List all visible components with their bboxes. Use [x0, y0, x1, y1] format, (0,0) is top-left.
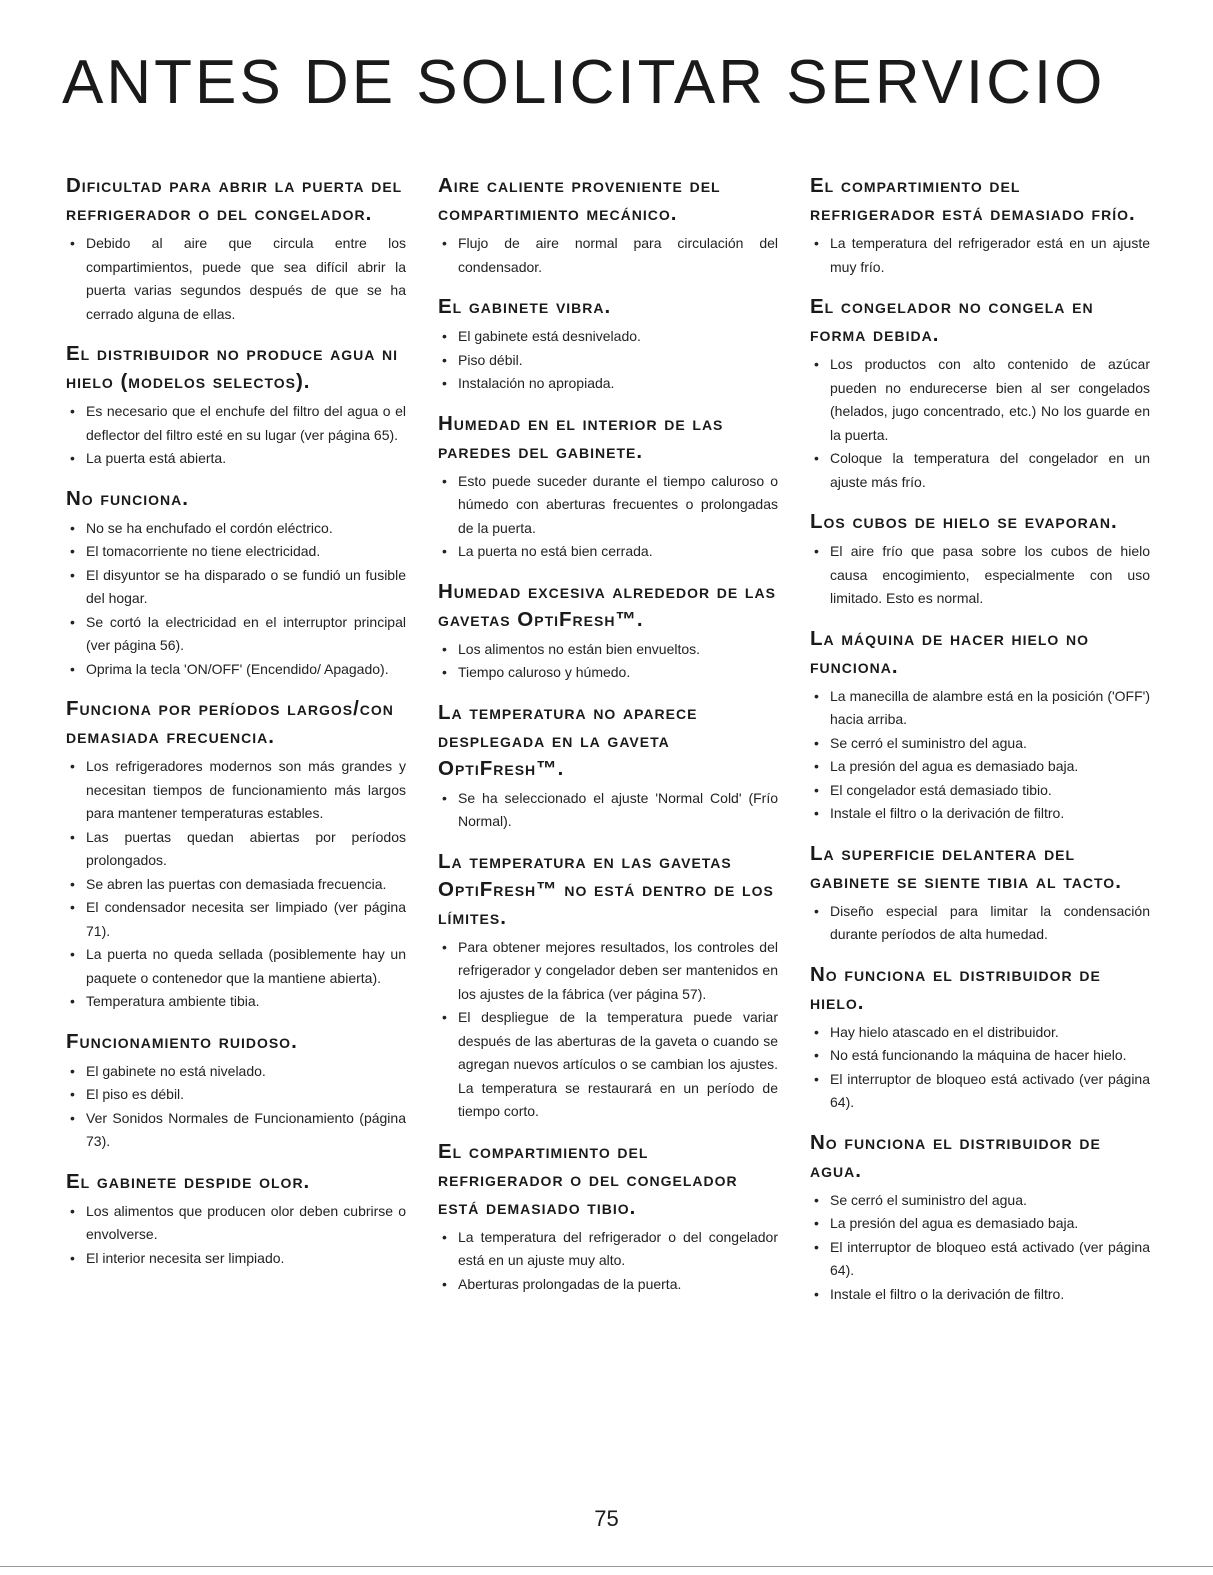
cause-item: • La manecilla de alambre está en la posición ('OFF') hacia arriba.	[810, 685, 1150, 732]
troubleshooting-section	[438, 410, 778, 564]
cause-item: • El tomacorriente no tiene electricidad.	[66, 540, 406, 564]
cause-item: • El piso es débil.	[66, 1083, 406, 1107]
section-heading: Humedad en el interior de las paredes del gabinete.	[438, 411, 724, 463]
cause-item: • Se cerró el suministro del agua.	[810, 732, 1150, 756]
cause-list	[66, 1060, 406, 1154]
section-heading: El congelador no congela en forma debida.	[810, 295, 1094, 346]
section-heading: La superficie delantera del gabinete se siente tibia al tacto.	[810, 841, 1122, 893]
cause-list	[810, 1021, 1150, 1115]
page-title: ANTES DE SOLICITAR SERVICIO	[62, 48, 1106, 117]
section-heading: Aire caliente proveniente del compartimiento mecánico.	[438, 174, 721, 225]
cause-list	[810, 1189, 1150, 1307]
cause-item: • Instale el filtro o la derivación de filtro.	[810, 1283, 1150, 1307]
cause-item: • El gabinete está desnivelado.	[438, 325, 778, 349]
cause-item: • Diseño especial para limitar la condensación durante períodos de alta humedad.	[810, 900, 1150, 947]
section-heading: El gabinete vibra.	[438, 295, 612, 318]
troubleshooting-section	[438, 172, 778, 279]
cause-item: • Los alimentos que producen olor deben cubrirse o envolverse.	[66, 1200, 406, 1247]
troubleshooting-section	[66, 1168, 406, 1271]
cause-item: • El despliegue de la temperatura puede variar después de las aberturas de la gaveta o cuando se agregan nuevos artículos o se cambian los ajustes. La temperatura se restaurará en un período de tiempo corto.	[438, 1006, 778, 1124]
cause-item: • Coloque la temperatura del congelador en un ajuste más frío.	[810, 447, 1150, 494]
cause-item: • Instalación no apropiada.	[438, 372, 778, 396]
cause-list	[810, 685, 1150, 826]
cause-item: • Se cerró el suministro del agua.	[810, 1189, 1150, 1213]
cause-list	[810, 540, 1150, 611]
cause-item: • La puerta no queda sellada (posiblemente hay un paquete o contenedor que la mantiene abierta).	[66, 943, 406, 990]
section-heading: Funciona por períodos largos/con demasiada frecuencia.	[66, 697, 394, 748]
cause-item: • Se cortó la electricidad en el interruptor principal (ver página 56).	[66, 611, 406, 658]
section-heading: El gabinete despide olor.	[66, 1169, 311, 1193]
cause-list	[438, 1226, 778, 1297]
cause-item: • El interior necesita ser limpiado.	[66, 1247, 406, 1271]
cause-item: • Los alimentos no están bien envueltos.	[438, 638, 778, 662]
cause-list	[438, 470, 778, 564]
cause-item: • Los productos con alto contenido de azúcar pueden no endurecerse bien al ser congelados (helados, jugo concentrado, etc.) No los guarde en la puerta.	[810, 353, 1150, 447]
section-heading: Funcionamiento ruidoso.	[66, 1029, 298, 1053]
page-number: 75	[594, 1506, 619, 1531]
cause-list	[66, 400, 406, 471]
section-heading: La máquina de hacer hielo no funciona.	[810, 626, 1089, 678]
cause-item: • Temperatura ambiente tibia.	[66, 990, 406, 1014]
cause-item: • No se ha enchufado el cordón eléctrico.	[66, 517, 406, 541]
cause-item: • El condensador necesita ser limpiado (ver página 71).	[66, 896, 406, 943]
cause-item: • La puerta no está bien cerrada.	[438, 540, 778, 564]
cause-list	[810, 900, 1150, 947]
troubleshooting-section	[810, 508, 1150, 611]
cause-item: • Se abren las puertas con demasiada frecuencia.	[66, 873, 406, 897]
cause-item: • Las puertas quedan abiertas por períodos prolongados.	[66, 826, 406, 873]
cause-item: • Oprima la tecla 'ON/OFF' (Encendido/ Apagado).	[66, 658, 406, 682]
cause-item: • El gabinete no está nivelado.	[66, 1060, 406, 1084]
cause-list	[66, 517, 406, 682]
cause-item: • No está funcionando la máquina de hacer hielo.	[810, 1044, 1150, 1068]
column-left	[66, 172, 406, 1284]
cause-item: • El interruptor de bloqueo está activado (ver página 64).	[810, 1068, 1150, 1115]
troubleshooting-section	[438, 848, 778, 1124]
section-heading: La temperatura no aparece desplegada en la gaveta OptiFresh™.	[438, 700, 698, 780]
section-heading: Dificultad para abrir la puerta del refrigerador o del congelador.	[66, 174, 403, 225]
cause-item: • Para obtener mejores resultados, los controles del refrigerador y congelador deben ser mantenidos en los ajustes de la fábrica (ver página 57).	[438, 936, 778, 1007]
troubleshooting-section	[66, 340, 406, 471]
cause-list	[438, 325, 778, 396]
cause-list	[66, 232, 406, 326]
cause-item: • Hay hielo atascado en el distribuidor.	[810, 1021, 1150, 1045]
cause-item: • Tiempo caluroso y húmedo.	[438, 661, 778, 685]
cause-item: • El congelador está demasiado tibio.	[810, 779, 1150, 803]
troubleshooting-section	[810, 1129, 1150, 1307]
troubleshooting-section	[810, 961, 1150, 1115]
section-heading: No funciona.	[66, 486, 189, 510]
troubleshooting-section	[810, 172, 1150, 279]
section-heading: Humedad excesiva alrededor de las gavetas OptiFresh™.	[438, 579, 776, 631]
cause-list	[810, 353, 1150, 494]
cause-item: • La presión del agua es demasiado baja.	[810, 1212, 1150, 1236]
section-heading: No funciona el distribuidor de hielo.	[810, 962, 1101, 1014]
cause-item: • La temperatura del refrigerador está en un ajuste muy frío.	[810, 232, 1150, 279]
cause-item: • La puerta está abierta.	[66, 447, 406, 471]
section-heading: Los cubos de hielo se evaporan.	[810, 510, 1118, 533]
troubleshooting-section	[810, 625, 1150, 826]
cause-item: • Es necesario que el enchufe del filtro del agua o el deflector del filtro esté en su lugar (ver página 65).	[66, 400, 406, 447]
troubleshooting-section	[438, 1138, 778, 1297]
cause-item: • El disyuntor se ha disparado o se fundió un fusible del hogar.	[66, 564, 406, 611]
cause-item: • La temperatura del refrigerador o del congelador está en un ajuste muy alto.	[438, 1226, 778, 1273]
troubleshooting-section	[438, 578, 778, 685]
cause-list	[438, 638, 778, 685]
section-heading: La temperatura en las gavetas OptiFresh™ no está dentro de los límites.	[438, 849, 774, 929]
troubleshooting-section	[66, 485, 406, 682]
cause-list	[438, 232, 778, 279]
column-middle	[438, 172, 778, 1310]
cause-item: • Debido al aire que circula entre los compartimientos, puede que sea difícil abrir la puerta varias segundos después de que se ha cerrado alguna de ellas.	[66, 232, 406, 326]
cause-item: • Instale el filtro o la derivación de filtro.	[810, 802, 1150, 826]
cause-item: • Aberturas prolongadas de la puerta.	[438, 1273, 778, 1297]
troubleshooting-section	[66, 695, 406, 1014]
cause-item: • Piso débil.	[438, 349, 778, 373]
section-heading: No funciona el distribuidor de agua.	[810, 1130, 1101, 1182]
cause-item: • Flujo de aire normal para circulación del condensador.	[438, 232, 778, 279]
cause-list	[810, 232, 1150, 279]
cause-item: • Esto puede suceder durante el tiempo caluroso o húmedo con aberturas frecuentes o prolongadas de la puerta.	[438, 470, 778, 541]
cause-item: • La presión del agua es demasiado baja.	[810, 755, 1150, 779]
cause-item: • El interruptor de bloqueo está activado (ver página 64).	[810, 1236, 1150, 1283]
troubleshooting-section	[810, 293, 1150, 494]
cause-item: • Los refrigeradores modernos son más grandes y necesitan tiempos de funcionamiento más largos para mantener temperaturas estables.	[66, 755, 406, 826]
cause-item: • Ver Sonidos Normales de Funcionamiento (página 73).	[66, 1107, 406, 1154]
troubleshooting-section	[438, 699, 778, 834]
cause-list	[438, 787, 778, 834]
cause-item: • El aire frío que pasa sobre los cubos de hielo causa encogimiento, especialmente con uso limitado. Esto es normal.	[810, 540, 1150, 611]
troubleshooting-section	[66, 172, 406, 326]
cause-list	[438, 936, 778, 1124]
cause-list	[66, 755, 406, 1014]
section-heading: El compartimiento del refrigerador está demasiado frío.	[810, 174, 1136, 225]
bottom-rule	[0, 1566, 1213, 1567]
column-right	[810, 172, 1150, 1320]
section-heading: El distribuidor no produce agua ni hielo (modelos selectos).	[66, 342, 399, 393]
cause-item: • Se ha seleccionado el ajuste 'Normal Cold' (Frío Normal).	[438, 787, 778, 834]
section-heading: El compartimiento del refrigerador o del congelador está demasiado tibio.	[438, 1139, 738, 1219]
troubleshooting-section	[810, 840, 1150, 947]
troubleshooting-section	[66, 1028, 406, 1154]
cause-list	[66, 1200, 406, 1271]
troubleshooting-section	[438, 293, 778, 396]
